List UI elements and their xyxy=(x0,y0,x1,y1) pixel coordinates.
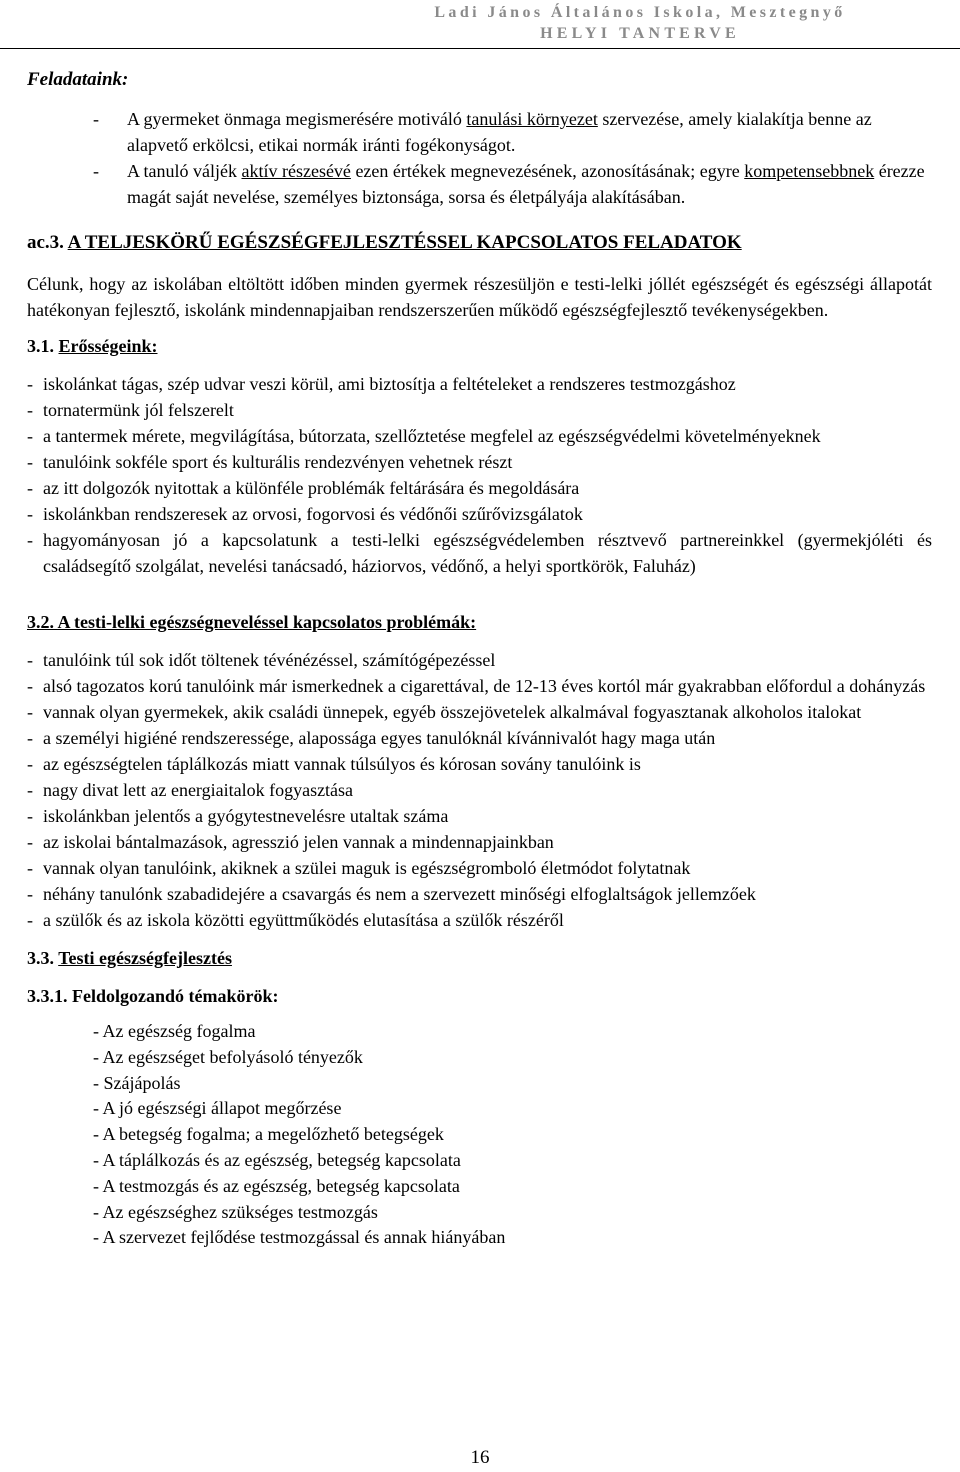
topic-text: A táplálkozás és az egészség, betegség kapcsolata xyxy=(102,1149,461,1170)
bullet-dash: - xyxy=(93,1072,104,1093)
list-item xyxy=(27,855,932,881)
topic-item xyxy=(93,1200,932,1226)
feladataink-list xyxy=(27,106,932,210)
list-item-text: az egészségtelen táplálkozás miatt vannak túlsúlyos és kórosan sovány tanulóink is xyxy=(43,754,641,774)
list-item xyxy=(27,475,932,501)
list-item xyxy=(27,527,932,579)
problems-list xyxy=(27,647,932,933)
list-item-text: az itt dolgozók nyitottak a különféle problémák feltárására és megoldására xyxy=(43,478,580,498)
bullet-dash: - xyxy=(93,1021,103,1041)
feladataink-heading: Feladataink: xyxy=(27,69,129,90)
list-item-text: tornatermünk jól felszerelt xyxy=(43,400,234,420)
document-body xyxy=(27,64,932,1251)
list-item xyxy=(27,803,932,829)
topic-text: A szervezet fejlődése testmozgással és annak hiányában xyxy=(102,1227,506,1248)
list-item-text: iskolánkban jelentős a gyógytestnevelésre utaltak száma xyxy=(43,806,449,826)
topic-text: Az egészséget befolyásoló tényezők xyxy=(102,1046,363,1067)
section-3-3-1-heading: 3.3.1. Feldolgozandó témakörök: xyxy=(27,986,279,1006)
bullet-dash: - xyxy=(27,832,33,852)
bullet-dash: - xyxy=(93,1149,103,1170)
list-item xyxy=(27,777,932,803)
bullet-dash: - xyxy=(27,504,33,524)
section-3-1-heading: 3.1. Erősségeink: xyxy=(27,336,158,356)
bullet-dash: - xyxy=(27,780,33,800)
list-item xyxy=(27,829,932,855)
list-item-text: nagy divat lett az energiaitalok fogyasztása xyxy=(43,780,354,800)
bullet-dash: - xyxy=(27,400,33,420)
bullet-dash: - xyxy=(93,1201,103,1222)
page-number: 16 xyxy=(470,1447,490,1468)
bullet-dash: - xyxy=(27,728,33,748)
list-item xyxy=(27,397,932,423)
bullet-dash: - xyxy=(27,374,33,394)
topic-text: A betegség fogalma; a megelőzhető betegségek xyxy=(102,1124,444,1145)
strengths-list xyxy=(27,371,932,579)
list-item: - A gyermeket önmaga megismerésére motiváló tanulási környezet szervezése, amely kialakítja benne az alapvető erkölcsi, etikai normák iránti fogékonyságot. xyxy=(93,109,872,155)
bullet-dash: - xyxy=(27,452,33,472)
topic-item xyxy=(93,1045,932,1071)
topic-item xyxy=(93,1174,932,1200)
list-item-text: tanulóink túl sok időt töltenek tévénézéssel, számítógépezéssel xyxy=(43,650,496,670)
list-item xyxy=(27,501,932,527)
list-item-text: a tantermek mérete, megvilágítása, bútorzata, szellőztetése megfelel az egészségvédelmi követelményeknek xyxy=(43,426,821,446)
bullet-dash: - xyxy=(93,1175,103,1196)
bullet-dash: - xyxy=(27,910,33,930)
bullet-dash: - xyxy=(27,426,33,446)
topics-list xyxy=(27,1019,932,1251)
topic-item xyxy=(93,1096,932,1122)
list-item-text: néhány tanulónk szabadidejére a csavargás és nem a szervezett minőségi elfoglaltságok jellemzőek xyxy=(43,884,756,904)
header-document-title: HELYI TANTERVE xyxy=(540,25,740,42)
list-item xyxy=(27,673,932,699)
list-item-text: a személyi higiéné rendszeressége, alapossága egyes tanulóknál kívánnivalót hagy maga után xyxy=(43,728,716,748)
bullet-dash: - xyxy=(27,702,33,722)
topic-text: Szájápolás xyxy=(103,1072,181,1093)
topic-item xyxy=(93,1225,932,1251)
list-item xyxy=(27,423,932,449)
topic-item xyxy=(93,1019,932,1045)
bullet-dash: - xyxy=(27,884,33,904)
header-divider xyxy=(0,48,960,49)
section-3-2-heading: 3.2. A testi-lelki egészségneveléssel kapcsolatos problémák: xyxy=(27,612,477,632)
section-3-3-heading: 3.3. Testi egészségfejlesztés xyxy=(27,948,232,968)
list-item xyxy=(27,371,932,397)
list-item-text: tanulóink sokféle sport és kulturális rendezvényen vehetnek részt xyxy=(43,452,513,472)
section-3-heading: ac.3. A TELJESKÖRŰ EGÉSZSÉGFEJLESZTÉSSEL KAPCSOLATOS FELADATOK xyxy=(27,232,742,253)
list-item xyxy=(27,647,932,673)
list-item-text: vannak olyan tanulóink, akiknek a szülei maguk is egészségromboló életmódot folytatnak xyxy=(43,858,691,878)
topic-text: Az egészséghez szükséges testmozgás xyxy=(102,1201,378,1222)
list-item-text: vannak olyan gyermekek, akik családi ünnepek, egyéb összejövetelek alkalmával fogyasztanak alkoholos italokat xyxy=(43,702,862,722)
bullet-dash: - xyxy=(93,1124,103,1145)
bullet-dash: - xyxy=(27,530,33,550)
topic-text: A jó egészségi állapot megőrzése xyxy=(102,1098,342,1119)
list-item-text: hagyományosan jó a kapcsolatunk a testi-lelki egészségvédelemben résztvevő partnereinkkel (gyermekjóléti és családsegítő szolgálat, nevelési tanácsadó, háziorvos, védőnő, a helyi sportkörök, Faluház) xyxy=(43,530,932,576)
section-3-intro: Célunk, hogy az iskolában eltöltött időben minden gyermek részesüljön e testi-lelki jóllét egészségét és egészségi állapotát hatékonyan fejlesztő, iskolánk mindennapjaiban rendszerszerűen működő egészségfejlesztő tevékenységekben. xyxy=(27,274,932,320)
topic-text: Az egészség fogalma xyxy=(102,1021,256,1041)
list-item xyxy=(27,449,932,475)
list-item-text: iskolánkban rendszeresek az orvosi, fogorvosi és védőnői szűrővizsgálatok xyxy=(43,504,583,524)
header-school-name: Ladi János Általános Iskola, Mesztegnyő xyxy=(434,4,846,21)
bullet-dash: - xyxy=(93,1046,103,1067)
list-item xyxy=(27,725,932,751)
bullet-dash: - xyxy=(27,754,33,774)
list-item xyxy=(27,699,932,725)
bullet-dash: - xyxy=(27,858,33,878)
list-item xyxy=(27,907,932,933)
bullet-dash: - xyxy=(27,806,33,826)
bullet-dash: - xyxy=(27,650,33,670)
topic-item xyxy=(93,1148,932,1174)
list-item-text: iskolánkat tágas, szép udvar veszi körül, ami biztosítja a feltételeket a rendszeres testmozgáshoz xyxy=(43,374,736,394)
list-item-text: a szülők és az iskola közötti együttműködés elutasítása a szülők részéről xyxy=(43,910,564,930)
bullet-dash: - xyxy=(93,1098,103,1119)
list-item xyxy=(27,881,932,907)
topic-text: A testmozgás és az egészség, betegség kapcsolata xyxy=(102,1175,460,1196)
bullet-dash: - xyxy=(27,478,33,498)
list-item xyxy=(27,751,932,777)
page-header xyxy=(360,2,920,44)
topic-item xyxy=(93,1122,932,1148)
list-item-text: alsó tagozatos korú tanulóink már ismerkednek a cigarettával, de 12-13 éves kortól már gyakrabban előfordul a dohányzás xyxy=(43,676,926,696)
list-item: - A tanuló váljék aktív részesévé ezen értékek megnevezésének, azonosításának; egyre kompetensebbnek érezze magát saját nevelése, személyes biztonsága, sorsa és életpályája alakításában. xyxy=(93,161,925,207)
bullet-dash: - xyxy=(93,1227,103,1248)
list-item-text: az iskolai bántalmazások, agresszió jelen vannak a mindennapjainkban xyxy=(43,832,554,852)
topic-item xyxy=(93,1071,932,1097)
bullet-dash: - xyxy=(27,676,33,696)
